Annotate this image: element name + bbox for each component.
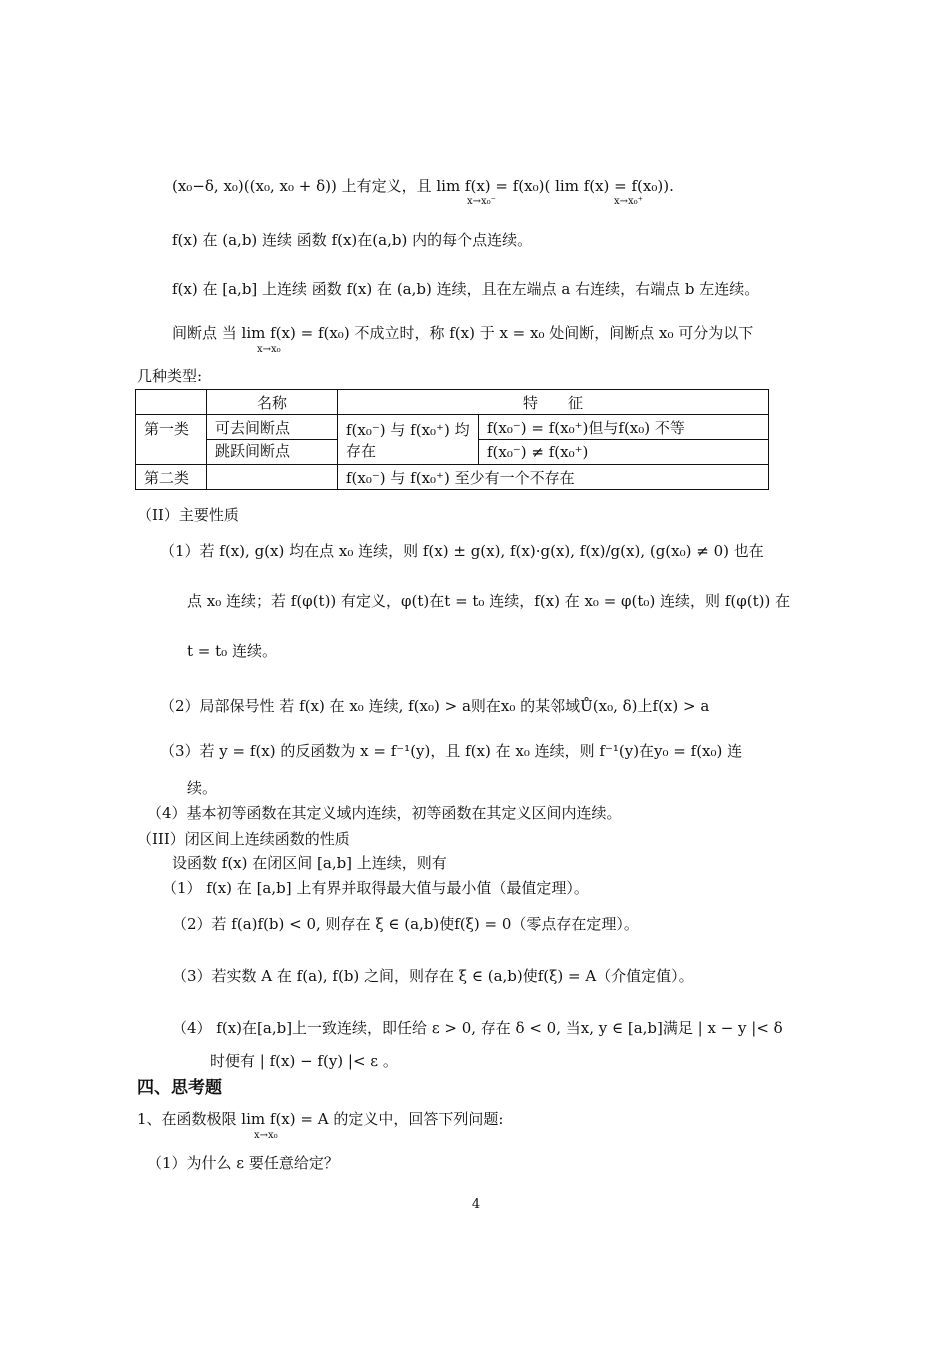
header-name: 名称 <box>207 390 338 415</box>
think-heading: 四、思考题 <box>137 1078 222 1098</box>
table-row <box>136 415 769 440</box>
page-number: 4 <box>471 1197 481 1212</box>
question-1: 1、在函数极限 lim f(x) = A 的定义中，回答下列问题: <box>137 1110 504 1128</box>
property-1a: （1）若 f(x), g(x) 均在点 x₀ 连续，则 f(x) ± g(x), f(x)·g(x), f(x)/g(x), (g(x₀) ≠ 0) 也在 <box>160 542 764 560</box>
closed-property-4b: 时便有 | f(x) − f(y) |< ε 。 <box>210 1052 398 1070</box>
property-2: （2）局部保号性 若 f(x) 在 x₀ 连续, f(x₀) > a则在x₀ 的某邻域Ů(x₀, δ)上f(x) > a <box>160 697 710 715</box>
property-1c: t = t₀ 连续。 <box>187 642 277 660</box>
jump-feature: f(x₀⁻) ≠ f(x₀⁺) <box>479 440 769 465</box>
closed-interval-continuity: f(x) 在 [a,b] 上连续 函数 f(x) 在 (a,b) 连续，且在左端点 a 右连续，右端点 b 左连续。 <box>172 280 760 298</box>
limit-subscript-left: x→x₀⁻ <box>467 196 496 207</box>
question-1-subscript: x→x₀ <box>254 1130 278 1141</box>
header-feature: 特 征 <box>338 390 769 415</box>
class1-label: 第一类 <box>136 415 207 465</box>
property-1b: 点 x₀ 连续；若 f(φ(t)) 有定义，φ(t)在t = t₀ 连续，f(x) 在 x₀ = φ(t₀) 连续，则 f(φ(t)) 在 <box>187 592 791 610</box>
discontinuity-definition: 间断点 当 lim f(x) = f(x₀) 不成立时，称 f(x) 于 x = x₀ 处间断，间断点 x₀ 可分为以下 <box>172 324 754 342</box>
closed-property-4a: （4） f(x)在[a,b]上一致连续，即任给 ε > 0, 存在 δ < 0, 当x, y ∈ [a,b]满足 | x − y |< δ <box>172 1019 783 1037</box>
limit-definition-line: (x₀−δ, x₀)((x₀, x₀ + δ)) 上有定义，且 lim f(x) = f(x₀)( lim f(x) = f(x₀)). <box>172 177 674 195</box>
closed-property-3: （3）若实数 A 在 f(a), f(b) 之间，则存在 ξ ∈ (a,b)使f(ξ) = A（介值定值）。 <box>172 967 694 985</box>
class2-label: 第二类 <box>136 465 207 490</box>
closed-intro: 设函数 f(x) 在闭区间 [a,b] 上连续，则有 <box>172 854 447 872</box>
question-1a: （1）为什么 ε 要任意给定？ <box>147 1154 339 1172</box>
discontinuity-types-table <box>135 389 769 490</box>
table-header-row <box>136 390 769 415</box>
types-label: 几种类型: <box>137 367 203 385</box>
table-row <box>136 465 769 490</box>
property-4: （4）基本初等函数在其定义域内连续，初等函数在其定义区间内连续。 <box>147 804 622 822</box>
section-ii-title: （II）主要性质 <box>137 506 239 524</box>
jump-label: 跳跃间断点 <box>207 440 338 465</box>
section-iii-title: （III）闭区间上连续函数的性质 <box>137 830 350 848</box>
limit-subscript-right: x→x₀⁺ <box>614 196 643 207</box>
closed-property-2: （2）若 f(a)f(b) < 0, 则存在 ξ ∈ (a,b)使f(ξ) = 0（零点存在定理）。 <box>172 915 639 933</box>
both-exist-cell: f(x₀⁻) 与 f(x₀⁺) 均存在 <box>338 415 479 465</box>
property-3b: 续。 <box>187 779 218 797</box>
open-interval-continuity: f(x) 在 (a,b) 连续 函数 f(x)在(a,b) 内的每个点连续。 <box>172 231 533 249</box>
removable-label: 可去间断点 <box>207 415 338 440</box>
closed-property-1: （1） f(x) 在 [a,b] 上有界并取得最大值与最小值（最值定理）。 <box>162 879 589 897</box>
class2-feature: f(x₀⁻) 与 f(x₀⁺) 至少有一个不存在 <box>338 465 769 490</box>
removable-feature: f(x₀⁻) = f(x₀⁺)但与f(x₀) 不等 <box>479 415 769 440</box>
property-3a: （3）若 y = f(x) 的反函数为 x = f⁻¹(y)，且 f(x) 在 x₀ 连续，则 f⁻¹(y)在y₀ = f(x₀) 连 <box>160 742 743 760</box>
discontinuity-subscript: x→x₀ <box>257 344 281 355</box>
